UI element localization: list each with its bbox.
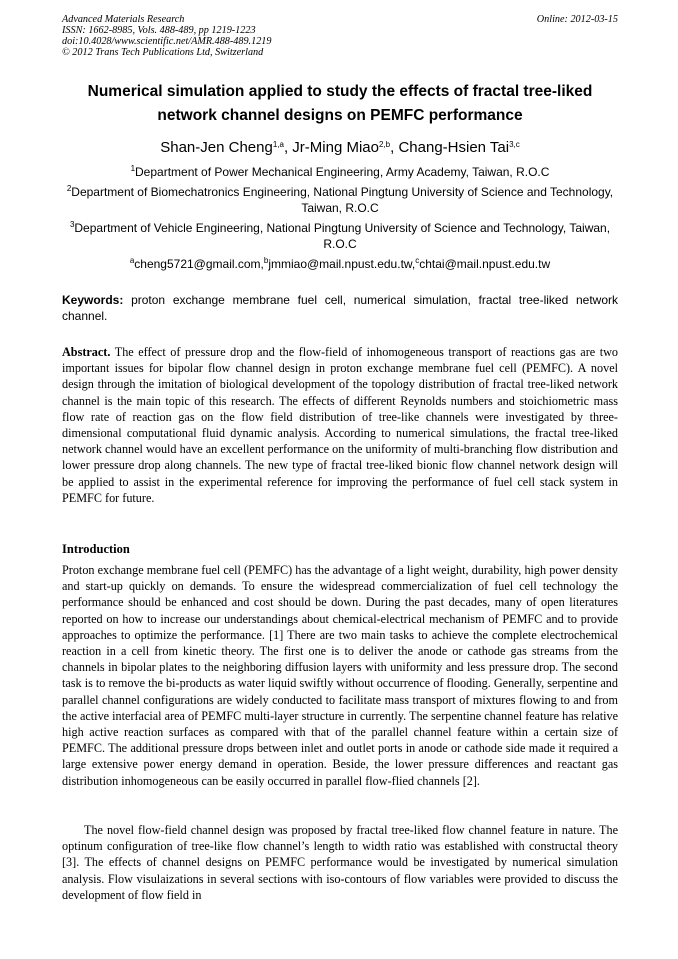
affiliation-text: Department of Biomechatronics Engineering, National Pingtung University of Science and Technology, Taiwan, R.O.C [71, 185, 614, 215]
author-name: Jr-Ming Miao [292, 139, 379, 156]
author-superscript: 1,a [272, 140, 284, 149]
issn-line: ISSN: 1662-8985, Vols. 488-489, pp 1219-1223 [62, 25, 256, 36]
affiliation-superscript: 2 [66, 184, 72, 193]
affiliation-1 [62, 164, 618, 180]
affiliation-text: Department of Vehicle Engineering, National Pingtung University of Science and Technology, Taiwan, R.O.C [74, 221, 611, 251]
author-separator: , [283, 139, 293, 156]
affiliation-superscript: 1 [130, 164, 136, 173]
email-address[interactable]: chtai@mail.npust.edu.tw [419, 257, 551, 271]
email-superscript: a [129, 256, 135, 265]
email-address[interactable]: cheng5721@gmail.com, [134, 257, 264, 271]
journal-name: Advanced Materials Research [62, 14, 185, 25]
keywords-block [62, 292, 618, 324]
paper-title: Numerical simulation applied to study the effects of fractal tree-liked network channel designs on PEMFC performance [87, 83, 593, 124]
email-superscript: c [415, 256, 420, 265]
email-list [62, 256, 618, 272]
affiliation-text: Department of Power Mechanical Engineering, Army Academy, Taiwan, R.O.C [135, 165, 550, 179]
abstract-text: The effect of pressure drop and the flow-field of inhomogeneous transport of reactions gas are two important issues for bipolar flow channel design in proton exchange membrane fuel cell (PEMFC). A novel design through the imitation of biological development of the topology distribution of fractal tree-liked network channel is the main topic of this research. The effects of different Reynolds numbers and stoichiometric mass flow rate of reaction gas on the flow field distribution of tree-like channels were investigated by three-dimensional computational fluid dynamic analysis. According to numerical simulations, the fractal tree-liked network channel would have an excellent performance on the uniformity of multi-branching flow distribution and lower pressure drop along channels. The new type of fractal tree-liked bionic flow channel network design will be applied to assist in the experimental reference for improving the performance of fuel cell stack system in PEMFC for future. [62, 345, 619, 505]
author-superscript: 3,c [509, 140, 520, 149]
email-address[interactable]: jmmiao@mail.npust.edu.tw, [268, 257, 416, 271]
keywords-label: Keywords: [62, 293, 124, 307]
author-name: Chang-Hsien Tai [398, 139, 510, 156]
abstract-label: Abstract. [62, 345, 111, 359]
paragraph: Proton exchange membrane fuel cell (PEMFC) has the advantage of a light weight, durability, high power density and start-up quickly on demands. To ensure the widespread commercialization of fuel cell technology the performance should be enhanced and cost should be down. During the past decades, many of open literatures reported on how to increase our understandings about chemical-electrical mechanism of PEMFC and to provide approaches to optimize the performance. [1] There are two main tasks to achieve the complete electrochemical reaction in a cell from kinetic theory. The first one is to deliver the anode or cathode gas streams from the channels in bipolar plates to the neighboring diffusion layers with uniformity and less pressure drop. The second task is to remove the bi-products as water liquid swiftly without occurrence of flooding. Generally, serpentine and parallel channel configurations are widely conducted to facilitate mass transport of mixtures flowing to and from the active interfacial area of PEMFC multi-layer structure in currently. The serpentine channel feature has relative high active reaction surfaces as compared with that of the parallel channel feature within a certain size of PEMFC. The additional pressure drops between inlet and outlet ports in anode or cathode side made it required a large extensive power energy demand in operation. Beside, the lower pressure differences and reactant gas distribution inhomogeneous can be easily occurred in parallel flow-flied channels [2]. [62, 563, 618, 788]
section-heading-introduction: Introduction [62, 542, 130, 556]
affiliation-superscript: 3 [69, 220, 75, 229]
copyright-line: © 2012 Trans Tech Publications Ltd, Switzerland [62, 47, 264, 58]
abstract-block [62, 344, 618, 506]
affiliation-3 [62, 220, 618, 252]
paragraph: The novel flow-field channel design was proposed by fractal tree-liked flow channel feature in nature. The optinum configuration of tree-like flow channel’s length to width ratio was established with constructal theory [3]. The effects of channel designs on PEMFC performance would be investigated by numerical simulation analysis. Flow visulaizations in several sections with iso-contours of flow variables were provided to discuss the development of flow field in [62, 823, 618, 902]
author-list [62, 138, 618, 158]
journal-header [62, 14, 618, 58]
author-name: Shan-Jen Cheng [160, 139, 273, 156]
email-superscript: b [263, 256, 269, 265]
doi-line: doi:10.4028/www.scientific.net/AMR.488-489.1219 [62, 36, 272, 47]
affiliation-2 [62, 184, 618, 216]
author-superscript: 2,b [378, 140, 391, 149]
keywords-text: proton exchange membrane fuel cell, numerical simulation, fractal tree-liked network channel. [62, 293, 618, 323]
author-separator: , [390, 139, 399, 156]
online-date: Online: 2012-03-15 [536, 14, 618, 25]
